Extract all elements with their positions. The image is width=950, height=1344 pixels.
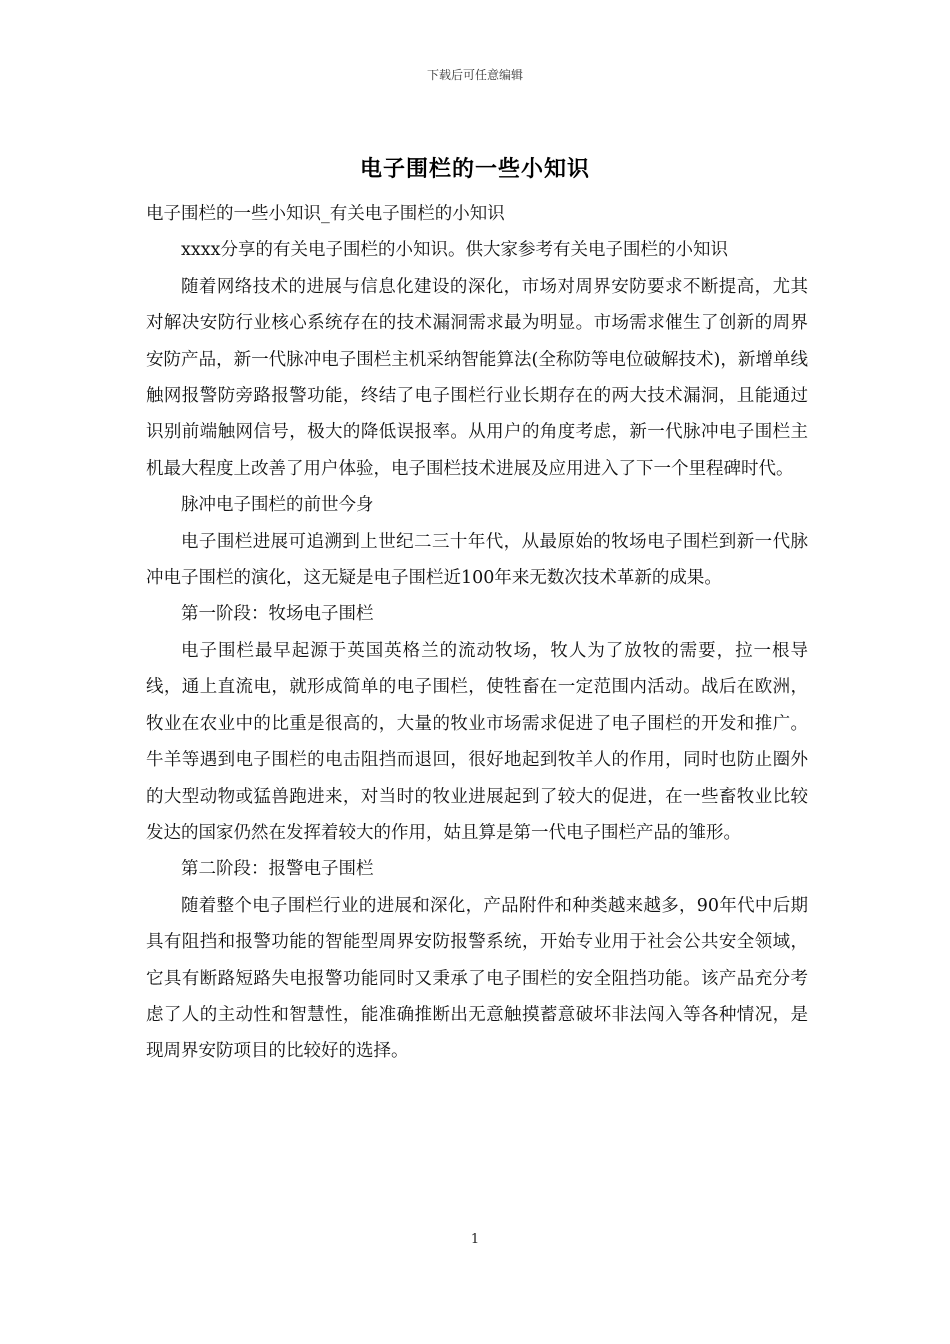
body-paragraph: 随着整个电子围栏行业的进展和深化，产品附件和种类越来越多，90年代中后期具有阻挡和报警功能的智能型周界安防报警系统，开始专业用于社会公共安全领域，它具有断路短路失电报警功能同时又秉承了电子围栏的安全阻挡功能。该产品充分考虑了人的主动性和智慧性，能准确推断出无意触摸蓄意破坏非法闯入等各种情况，是现周界安防项目的比较好的选择。 [146,895,808,1062]
page-header: 下载后可任意编辑 [426,68,523,82]
document-title: 电子围栏的一些小知识 [359,156,590,182]
intro-paragraph: xxxx分享的有关电子围栏的小知识。供大家参考有关电子围栏的小知识 [181,240,728,261]
body-paragraph: 电子围栏进展可追溯到上世纪二三十年代，从最原始的牧场电子围栏到新一代脉冲电子围栏的演化，这无疑是电子围栏近100年来无数次技术革新的成果。 [146,531,808,589]
subtitle-paragraph: 电子围栏的一些小知识_有关电子围栏的小知识 [146,204,505,224]
section-heading: 第一阶段：牧场电子围栏 [181,604,374,625]
document-body [146,196,808,1070]
body-paragraph: 电子围栏最早起源于英国英格兰的流动牧场，牧人为了放牧的需要，拉一根导线，通上直流电，就形成简单的电子围栏，使牲畜在一定范围内活动。战后在欧洲，牧业在农业中的比重是很高的，大量的牧业市场需求促进了电子围栏的开发和推广。牛羊等遇到电子围栏的电击阻挡而退回，很好地起到牧羊人的作用，同时也防止圈外的大型动物或猛兽跑进来，对当时的牧业进展起到了较大的促进，在一些畜牧业比较发达的国家仍然在发挥着较大的作用，姑且算是第一代电子围栏产品的雏形。 [146,640,808,843]
body-paragraph: 随着网络技术的进展与信息化建设的深化，市场对周界安防要求不断提高，尤其对解决安防行业核心系统存在的技术漏洞需求最为明显。市场需求催生了创新的周界安防产品，新一代脉冲电子围栏主机采纳智能算法(全称防等电位破解技术)，新增单线触网报警防旁路报警功能，终结了电子围栏行业长期存在的两大技术漏洞，且能通过识别前端触网信号，极大的降低误报率。从用户的角度考虑，新一代脉冲电子围栏主机最大程度上改善了用户体验，电子围栏技术进展及应用进入了下一个里程碑时代。 [146,276,808,479]
section-heading: 第二阶段：报警电子围栏 [181,859,374,880]
section-heading: 脉冲电子围栏的前世今身 [181,495,374,516]
page-number: 1 [470,1232,480,1247]
